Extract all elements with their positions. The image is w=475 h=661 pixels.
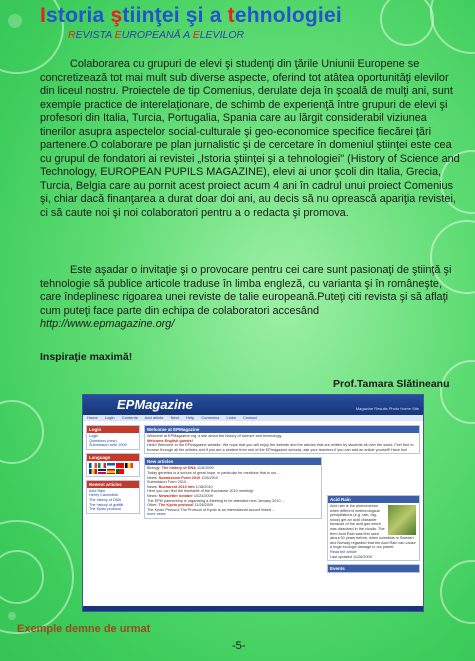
welcome-box <box>144 425 420 454</box>
page-title: Istoria ştiinţei şi a tehnologiei <box>40 4 342 27</box>
login-item: Questions (new) <box>89 438 117 443</box>
nav-item: Help <box>186 415 195 420</box>
flag-icon <box>107 463 115 468</box>
decorative-circle <box>440 560 475 624</box>
events-box <box>327 564 420 573</box>
inspiration-line: Inspiraţie maximă! <box>40 351 133 363</box>
decorative-circle <box>8 14 22 28</box>
site-left-column <box>86 425 140 517</box>
acid-rain-updated: Last updated 11/26/2009 <box>330 554 372 559</box>
nav-item: Home <box>87 415 98 420</box>
decorative-circle <box>440 360 475 424</box>
acid-rain-text: Acid rain is the phenomenon when different meteorological precipitations (e.g. rain, fog, snow) get an acid character because of the acid gas which was dissolved in the clouds. The term Acid Rain was first used about 50 years before, when scientists in Sweden and Norway regarded that the Acid Rain can cause a huge ecologic damage in our planet. <box>330 504 416 550</box>
newest-item: The history of DNA <box>89 497 122 502</box>
news-entry: News: Submission Form 2010 1/26/2010 Submission Form 2010... <box>147 475 219 485</box>
nav-item: Contents <box>121 415 138 420</box>
language-flags <box>87 461 139 476</box>
photo-caption: Exemple demne de urmat <box>17 623 151 635</box>
epmagazine-screenshot <box>82 394 424 612</box>
login-item: Submission form 2009 <box>89 443 127 448</box>
site-nav <box>83 415 423 421</box>
site-header-links: Magazine Results Photo Home Site <box>355 406 419 411</box>
newest-item: The Kyoto protocol <box>89 507 121 512</box>
decorative-circle <box>380 0 434 46</box>
magazine-url-link[interactable]: http://www.epmagazine.org/ <box>40 318 175 330</box>
flag-icon <box>98 463 106 468</box>
site-right-column <box>327 495 420 576</box>
nav-item: Contact <box>242 415 257 420</box>
welcome-text: Welcome at EPMagazine.org, a site about the history of science and technology. <box>147 434 283 438</box>
events-title: Events <box>328 565 419 572</box>
nav-item: Comenius <box>201 415 220 420</box>
decorative-circle <box>0 400 44 464</box>
more-news-link: more news <box>147 512 166 517</box>
author-signature: Prof.Tamara Slătineanu <box>333 378 450 390</box>
welcome-box-title: Welcome at EPMagazine <box>145 426 419 433</box>
site-main-column <box>144 425 414 522</box>
flag-icon <box>89 469 97 474</box>
newest-box-title: Newest articles <box>87 481 139 488</box>
newest-item: The history of graffiti <box>89 502 124 507</box>
site-footer-bar <box>83 606 423 611</box>
paragraph-colaborare: Colaborarea cu grupuri de elevi şi studenţi din ţările Uniunii Europene se concretizează tot mai mult sub diverse aspecte, oferind tot atâtea oportunităţi elevilor din liceul nostru. Proiectele de tip Comenius, derulate deja în şcoală de mulţi ani, sunt exemple practice de interelaţionare, de schimb de experienţă între grupuri de elevi şi profesori din Italia, Turcia, Portugalia, Spania care au lărgit considerabil viziunea tinerilor asupra aspectelor social-culturale şi geo-economice specifice fiecărei ţări partenere.O colaborare pe plan jurnalistic şi de cercetare în domeniul ştiinţei este cea cu grupul de fondatori ai revistei „Istoria ştiinţei şi a tehnologiei" (History of Science and Technology, EUROPEAN PUPILS MAGAZINE), elevi ai unor şcoli din Italia, Grecia, Turcia, Belgia care au pornit acest proiect acum 4 ani în cadrul unui proiect Comenius şi, chiar dacă finanţarea a durat doar doi ani, au decis să nu oprească apariţia revistei, ci să caute noi şi noi colaboratori pentru a o redacta şi promova. <box>40 58 460 219</box>
newest-item: Henry Cavendish <box>89 493 119 498</box>
acid-rain-title: Acid Rain <box>328 496 419 503</box>
decorative-circle <box>430 0 475 54</box>
new-articles-title: New articles <box>145 458 321 465</box>
read-article-link: Read the article <box>330 549 357 554</box>
language-box <box>86 453 140 477</box>
flag-icon <box>98 469 106 474</box>
welcome-text: Welcome English guests! <box>147 438 193 443</box>
flag-icon <box>89 463 97 468</box>
login-box-title: Login <box>87 426 139 433</box>
nav-item: Next <box>170 415 179 420</box>
news-entry: Biology: The history of DNA 11/6/2009 Today genetics is a source of great hope, in particular for medicine that is our ... <box>147 466 281 475</box>
acid-rain-image <box>388 505 416 535</box>
page-number: -5- <box>232 640 246 652</box>
news-entry: News: Bucharest 2010 info 1/18/2010 Here you can find the timetable of the Bucharest 2010 meeting! <box>147 484 254 494</box>
acid-rain-box <box>327 495 420 561</box>
nav-item: Login <box>104 415 115 420</box>
news-entry: Other: The Kyoto protocol 11/26/2009 The Kyoto Protocol The Protocol of Kyoto is an international accord linked ... <box>147 503 276 512</box>
decorative-circle <box>8 612 16 620</box>
login-item: Login <box>89 434 99 438</box>
site-logo: EPMagazine <box>117 397 193 412</box>
flag-icon <box>116 469 124 474</box>
newest-item: Acid Rain <box>89 488 106 493</box>
site-header <box>83 395 423 415</box>
flag-icon <box>116 463 124 468</box>
news-entry: News: Newsletter october 10/24/2009 The EPM partnership is organising a Meeting to be attended next January 2010 ... <box>147 493 285 503</box>
nav-item: Links <box>226 415 236 420</box>
newest-articles-box <box>86 480 140 514</box>
page-subtitle: REVISTA EUROPEANĂ A ELEVILOR <box>68 29 245 41</box>
language-box-title: Language <box>87 454 139 461</box>
new-articles-box <box>144 457 322 519</box>
paragraph-invitatie: Este aşadar o invitaţie şi o provocare pentru cei care sunt pasionaţi de ştiinţă şi tehnologie să publice articole traduse în limba engleză, cu varianta şi în româneşte, care îndeplinesc rigoarea unei reviste de talie europeană.Puteţi citi revista şi să aflaţi cum puteţi face parte din echipa de colaboratori accesând http://www.epmagazine.org/ <box>40 264 452 330</box>
nav-item: Add article <box>144 415 164 420</box>
flag-icon <box>125 463 133 468</box>
flag-icon <box>107 469 115 474</box>
login-box <box>86 425 140 450</box>
welcome-text: Hello! Welcome to the EPmagazine website. We hope that you will enjoy the website and the articles that are written by students all over the world. Feel free to browse through all the articles and if you are a student from one of the EPmagazine schools, ask your teachers if you can add an article yourself! Have fun! <box>147 443 414 452</box>
